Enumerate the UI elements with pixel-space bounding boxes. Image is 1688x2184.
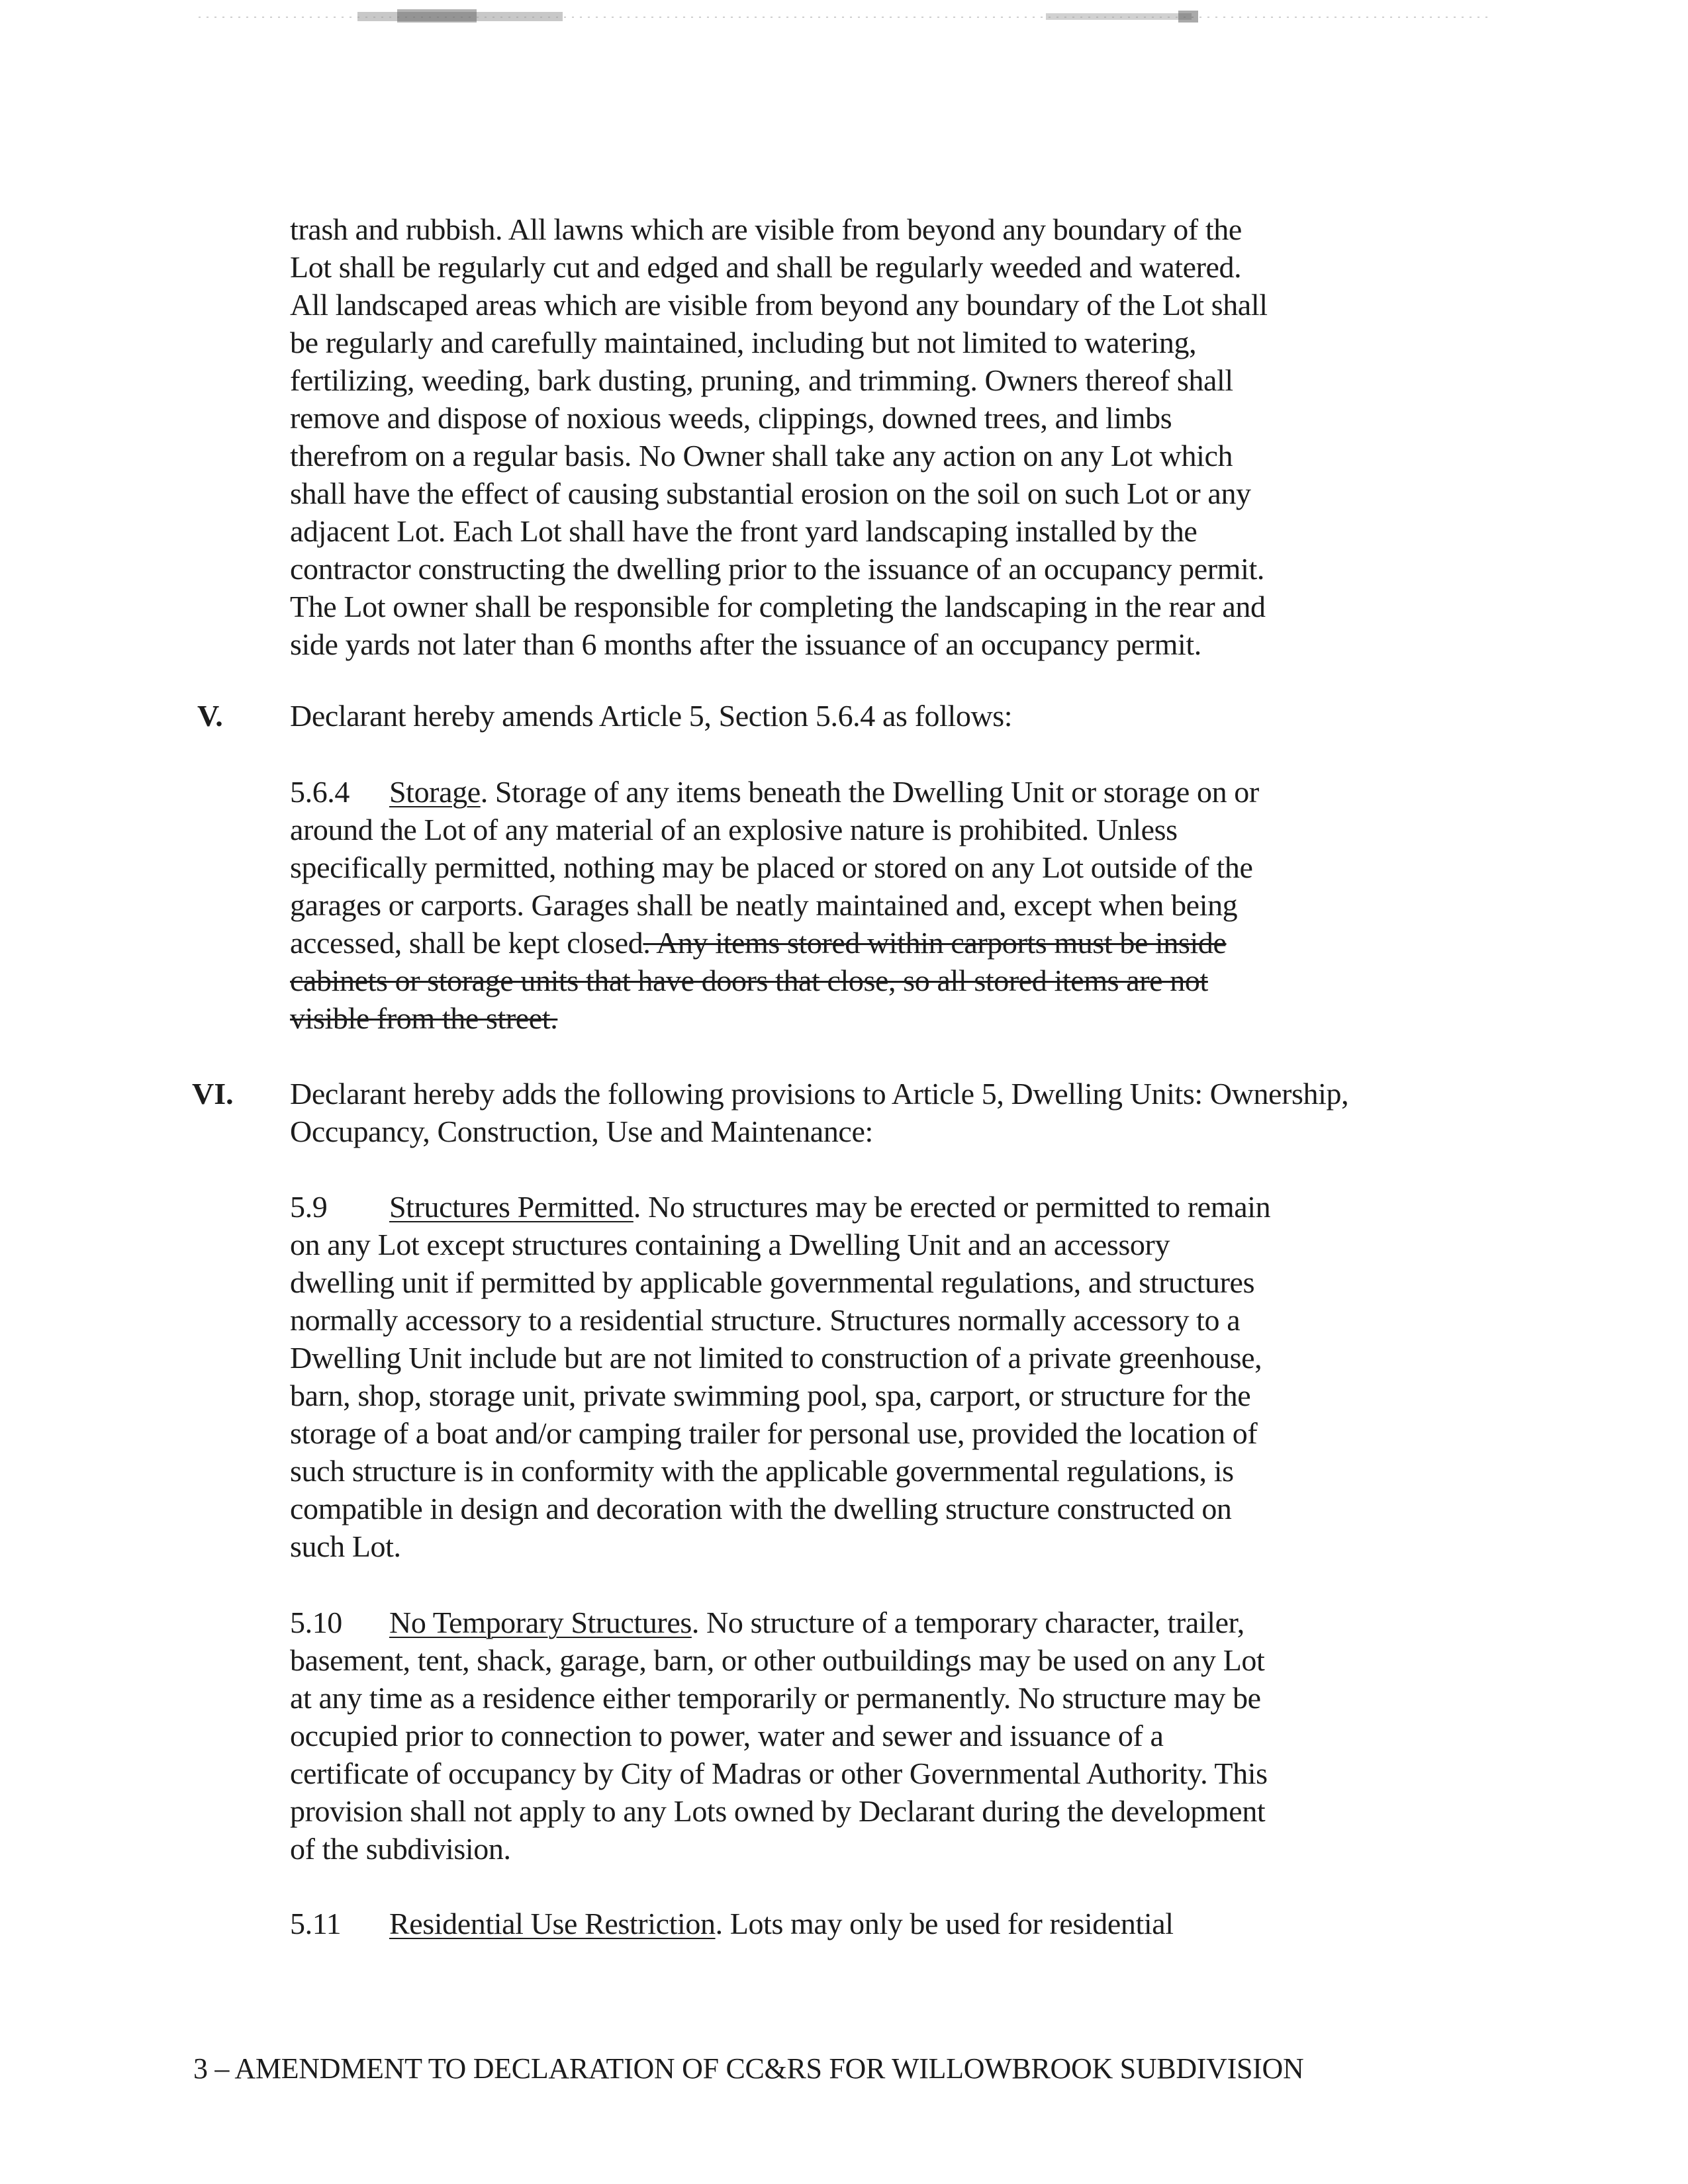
- continuation-line: The Lot owner shall be responsible for completing the landscaping in the rear and: [290, 590, 1266, 623]
- continuation-line: adjacent Lot. Each Lot shall have the front yard landscaping installed by the: [290, 514, 1197, 548]
- item-59-first-line-rest: . No structures may be erected or permitted to remain: [633, 1190, 1271, 1224]
- continuation-line: fertilizing, weeding, bark dusting, pruning, and trimming. Owners thereof shall: [290, 363, 1233, 397]
- section-v-intro-line: Declarant hereby amends Article 5, Section 5.6.4 as follows:: [290, 699, 1013, 733]
- section-vi-intro-line: Declarant hereby adds the following provisions to Article 5, Dwelling Units: Ownership,: [290, 1077, 1349, 1111]
- continuation-line: therefrom on a regular basis. No Owner shall take any action on any Lot which: [290, 439, 1233, 473]
- storage-line: specifically permitted, nothing may be placed or stored on any Lot outside of the: [290, 850, 1253, 884]
- storage-kept-text: accessed, shall be kept closed: [290, 926, 643, 960]
- page-footer: 3 – AMENDMENT TO DECLARATION OF CC&RS FOR WILLOWBROOK SUBDIVISION: [193, 2052, 1304, 2085]
- storage-line-with-strike: [290, 924, 1259, 962]
- scan-noise-strip: [0, 0, 1688, 26]
- section-vi-intro-line: Occupancy, Construction, Use and Maintenance:: [290, 1115, 873, 1148]
- item-59-number: 5.9: [290, 1190, 328, 1224]
- residential-use-paragraph: [290, 1905, 1174, 1942]
- item-59-line: compatible in design and decoration with the dwelling structure constructed on: [290, 1492, 1232, 1525]
- item-59-line: dwelling unit if permitted by applicable governmental regulations, and structures: [290, 1265, 1255, 1299]
- storage-title: Storage: [389, 775, 481, 809]
- continuation-line: contractor constructing the dwelling prior to the issuance of an occupancy permit.: [290, 552, 1264, 586]
- item-59-line: barn, shop, storage unit, private swimming pool, spa, carport, or structure for the: [290, 1379, 1251, 1412]
- storage-line: garages or carports. Garages shall be neatly maintained and, except when being: [290, 888, 1238, 922]
- item-59-line: on any Lot except structures containing a Dwelling Unit and an accessory: [290, 1228, 1170, 1261]
- storage-number: 5.6.4: [290, 775, 350, 809]
- item-510-line: of the subdivision.: [290, 1832, 511, 1866]
- storage-struck-text: . Any items stored within carports must be inside: [643, 926, 1227, 960]
- continuation-line: trash and rubbish. All lawns which are visible from beyond any boundary of the: [290, 212, 1242, 246]
- continuation-paragraph: [290, 210, 1268, 663]
- item-59-line: Dwelling Unit include but are not limited to construction of a private greenhouse,: [290, 1341, 1262, 1375]
- item-510-first-line: [290, 1604, 1268, 1641]
- section-vi-marker: VI.: [192, 1077, 234, 1111]
- item-510-line: at any time as a residence either temporarily or permanently. No structure may be: [290, 1681, 1261, 1715]
- item-59-line: storage of a boat and/or camping trailer for personal use, provided the location of: [290, 1416, 1258, 1450]
- item-510-line: basement, tent, shack, garage, barn, or other outbuildings may be used on any Lot: [290, 1643, 1265, 1677]
- storage-line: around the Lot of any material of an explosive nature is prohibited. Unless: [290, 813, 1178, 846]
- item-510-first-line-rest: . No structure of a temporary character, trailer,: [691, 1606, 1244, 1639]
- continuation-line: be regularly and carefully maintained, including but not limited to watering,: [290, 326, 1197, 359]
- no-temporary-structures-paragraph: [290, 1604, 1268, 1868]
- continuation-line: remove and dispose of noxious weeds, clippings, downed trees, and limbs: [290, 401, 1172, 435]
- storage-struck-line: visible from the street.: [290, 1001, 558, 1035]
- item-59-line: normally accessory to a residential structure. Structures normally accessory to a: [290, 1303, 1241, 1337]
- storage-first-line: [290, 773, 1259, 811]
- item-510-number: 5.10: [290, 1606, 342, 1639]
- item-510-line: provision shall not apply to any Lots owned by Declarant during the development: [290, 1794, 1266, 1828]
- continuation-line: shall have the effect of causing substantial erosion on the soil on such Lot or any: [290, 477, 1251, 510]
- item-511-title: Residential Use Restriction: [389, 1907, 716, 1940]
- continuation-line: side yards not later than 6 months after the issuance of an occupancy permit.: [290, 627, 1201, 661]
- item-59-title: Structures Permitted: [389, 1190, 633, 1224]
- storage-struck-line: cabinets or storage units that have doors that close, so all stored items are not: [290, 964, 1208, 997]
- structures-permitted-paragraph: [290, 1188, 1270, 1565]
- section-v-marker: V.: [197, 699, 223, 733]
- storage-first-line-rest: . Storage of any items beneath the Dwelling Unit or storage on or: [480, 775, 1259, 809]
- item-511-first-line: [290, 1905, 1174, 1942]
- item-510-line: occupied prior to connection to power, water and sewer and issuance of a: [290, 1719, 1164, 1752]
- continuation-line: All landscaped areas which are visible from beyond any boundary of the Lot shall: [290, 288, 1268, 322]
- item-59-line: such structure is in conformity with the applicable governmental regulations, is: [290, 1454, 1234, 1488]
- item-511-number: 5.11: [290, 1907, 342, 1940]
- continuation-line: Lot shall be regularly cut and edged and shall be regularly weeded and watered.: [290, 250, 1242, 284]
- item-59-line: such Lot.: [290, 1529, 401, 1563]
- item-511-first-line-rest: . Lots may only be used for residential: [715, 1907, 1174, 1940]
- item-510-line: certificate of occupancy by City of Madras or other Governmental Authority. This: [290, 1756, 1268, 1790]
- storage-paragraph: [290, 773, 1259, 1037]
- section-v-intro: [290, 697, 1012, 735]
- section-vi-intro: [290, 1075, 1348, 1150]
- item-510-title: No Temporary Structures: [389, 1606, 692, 1639]
- item-59-first-line: [290, 1188, 1270, 1226]
